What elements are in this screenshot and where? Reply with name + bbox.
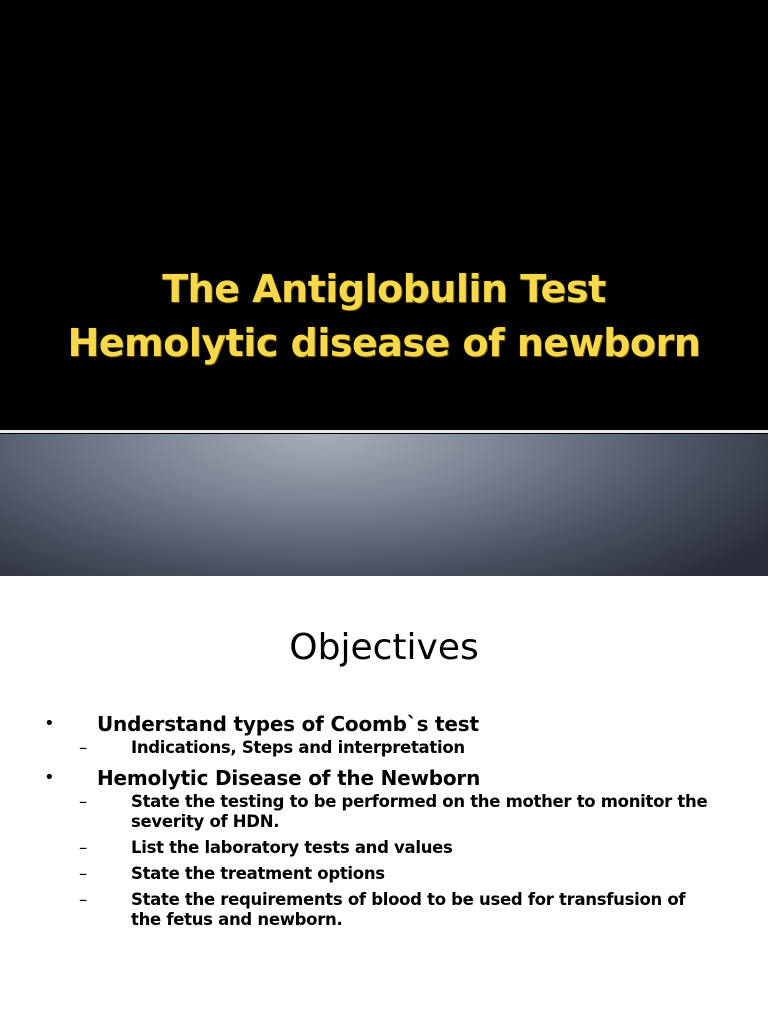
title-line-1: The Antiglobulin Test [162, 267, 606, 311]
title-line-2: Hemolytic disease of newborn [67, 321, 701, 365]
sub-list-item [0, 792, 768, 832]
sub-list-item [0, 838, 768, 858]
objectives-slide [0, 576, 768, 1024]
dash-marker: – [79, 738, 87, 757]
bullet-text: Hemolytic Disease of the Newborn [97, 766, 481, 790]
sublist [0, 792, 768, 930]
sub-item-text: State the treatment options [131, 864, 385, 883]
sub-list-item [0, 738, 768, 758]
sublist-container [0, 738, 768, 758]
dash-marker: – [79, 838, 87, 857]
dash-marker: – [79, 864, 87, 883]
sub-item-text: Indications, Steps and interpretation [131, 738, 465, 757]
sublist [0, 738, 768, 758]
sublist-container [0, 792, 768, 930]
bullet-text: Understand types of Coomb`s test [97, 712, 479, 736]
slide-title [0, 262, 768, 370]
gradient-band [0, 434, 768, 576]
sub-list-item [0, 864, 768, 884]
sub-list-item [0, 890, 768, 930]
list-item [0, 764, 768, 792]
bullet-marker: • [44, 767, 55, 788]
title-divider [0, 430, 768, 433]
sub-item-text: List the laboratory tests and values [131, 838, 453, 857]
bullet-marker: • [44, 713, 55, 734]
objectives-heading: Objectives [289, 627, 479, 668]
list-item [0, 710, 768, 738]
dash-marker: – [79, 792, 87, 811]
sub-item-text: State the testing to be performed on the mother to monitor the severity of HDN. [131, 792, 708, 831]
sub-item-text: State the requirements of blood to be used for transfusion of the fetus and newborn. [131, 890, 686, 929]
objectives-list [0, 710, 768, 936]
dash-marker: – [79, 890, 87, 909]
